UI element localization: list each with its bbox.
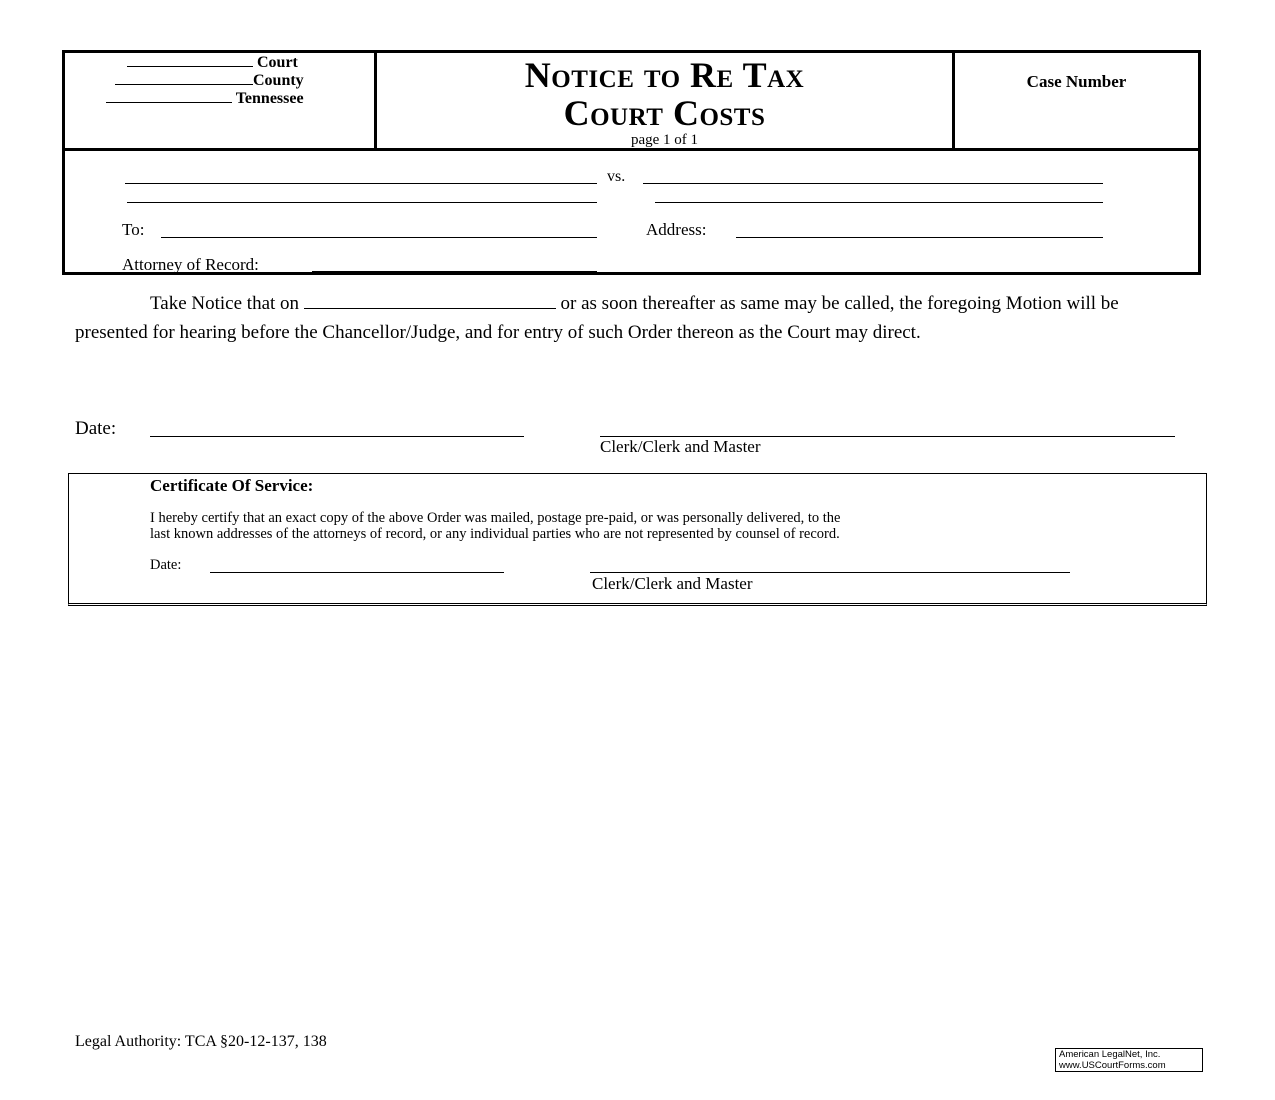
form-header bbox=[62, 50, 1201, 275]
page-info: page 1 of 1 bbox=[630, 132, 699, 148]
publisher-name: American LegalNet, Inc. bbox=[1059, 1049, 1161, 1060]
hearing-date-field[interactable] bbox=[304, 290, 556, 309]
vs-label: vs. bbox=[607, 168, 626, 185]
legal-authority: Legal Authority: TCA §20-12-137, 138 bbox=[75, 1033, 327, 1050]
state-line bbox=[106, 90, 304, 108]
notice-text: or as soon thereafter as same may be called, the foregoing Motion will be presented for hearing before the Chancellor/Judge, and for entry of such Order thereon as the Court may direct. bbox=[75, 293, 1119, 343]
county-name-blank[interactable] bbox=[115, 72, 253, 85]
county-label: County bbox=[253, 72, 304, 89]
notice-paragraph bbox=[75, 290, 1195, 347]
plaintiff-line-2[interactable] bbox=[127, 202, 597, 203]
plaintiff-line-1[interactable] bbox=[125, 183, 597, 184]
court-name-blank[interactable] bbox=[127, 54, 253, 67]
to-field[interactable] bbox=[161, 237, 597, 238]
court-line bbox=[127, 54, 298, 72]
attorney-field[interactable] bbox=[312, 271, 597, 272]
case-number-label: Case Number bbox=[1026, 72, 1127, 91]
defendant-line-2[interactable] bbox=[655, 202, 1103, 203]
certificate-clerk-label: Clerk/Clerk and Master bbox=[592, 574, 753, 593]
defendant-line-1[interactable] bbox=[643, 183, 1103, 184]
page-title-line2: Court Costs bbox=[563, 93, 766, 133]
header-top-row bbox=[65, 53, 1198, 151]
publisher-url: www.USCourtForms.com bbox=[1059, 1059, 1166, 1071]
date-field[interactable] bbox=[150, 436, 524, 437]
certificate-date-label: Date: bbox=[150, 557, 182, 573]
publisher-badge bbox=[1055, 1048, 1203, 1072]
address-label: Address: bbox=[646, 220, 707, 239]
to-label: To: bbox=[122, 220, 145, 239]
date-label: Date: bbox=[75, 418, 117, 439]
clerk-label: Clerk/Clerk and Master bbox=[600, 437, 761, 456]
state-label: Tennessee bbox=[235, 90, 304, 107]
certificate-clerk-signature-line[interactable] bbox=[590, 572, 1070, 573]
certificate-text-line1: I hereby certify that an exact copy of the above Order was mailed, postage pre-paid, or was personally delivered, to the bbox=[150, 510, 841, 526]
certificate-date-field[interactable] bbox=[210, 572, 504, 573]
certificate-text-line2: last known addresses of the attorneys of record, or any individual parties who are not represented by counsel of record. bbox=[150, 526, 840, 542]
county-line bbox=[115, 72, 304, 90]
case-number-cell[interactable] bbox=[955, 53, 1198, 148]
address-field[interactable] bbox=[736, 237, 1103, 238]
notice-intro: Take Notice that on bbox=[150, 293, 300, 314]
certificate-heading: Certificate Of Service: bbox=[150, 476, 314, 495]
court-cell bbox=[65, 53, 377, 148]
title-cell bbox=[377, 53, 955, 148]
court-label: Court bbox=[257, 54, 298, 71]
state-blank[interactable] bbox=[106, 90, 232, 103]
page-title-line1: Notice to Re Tax bbox=[524, 55, 805, 95]
attorney-label: Attorney of Record: bbox=[122, 255, 259, 274]
